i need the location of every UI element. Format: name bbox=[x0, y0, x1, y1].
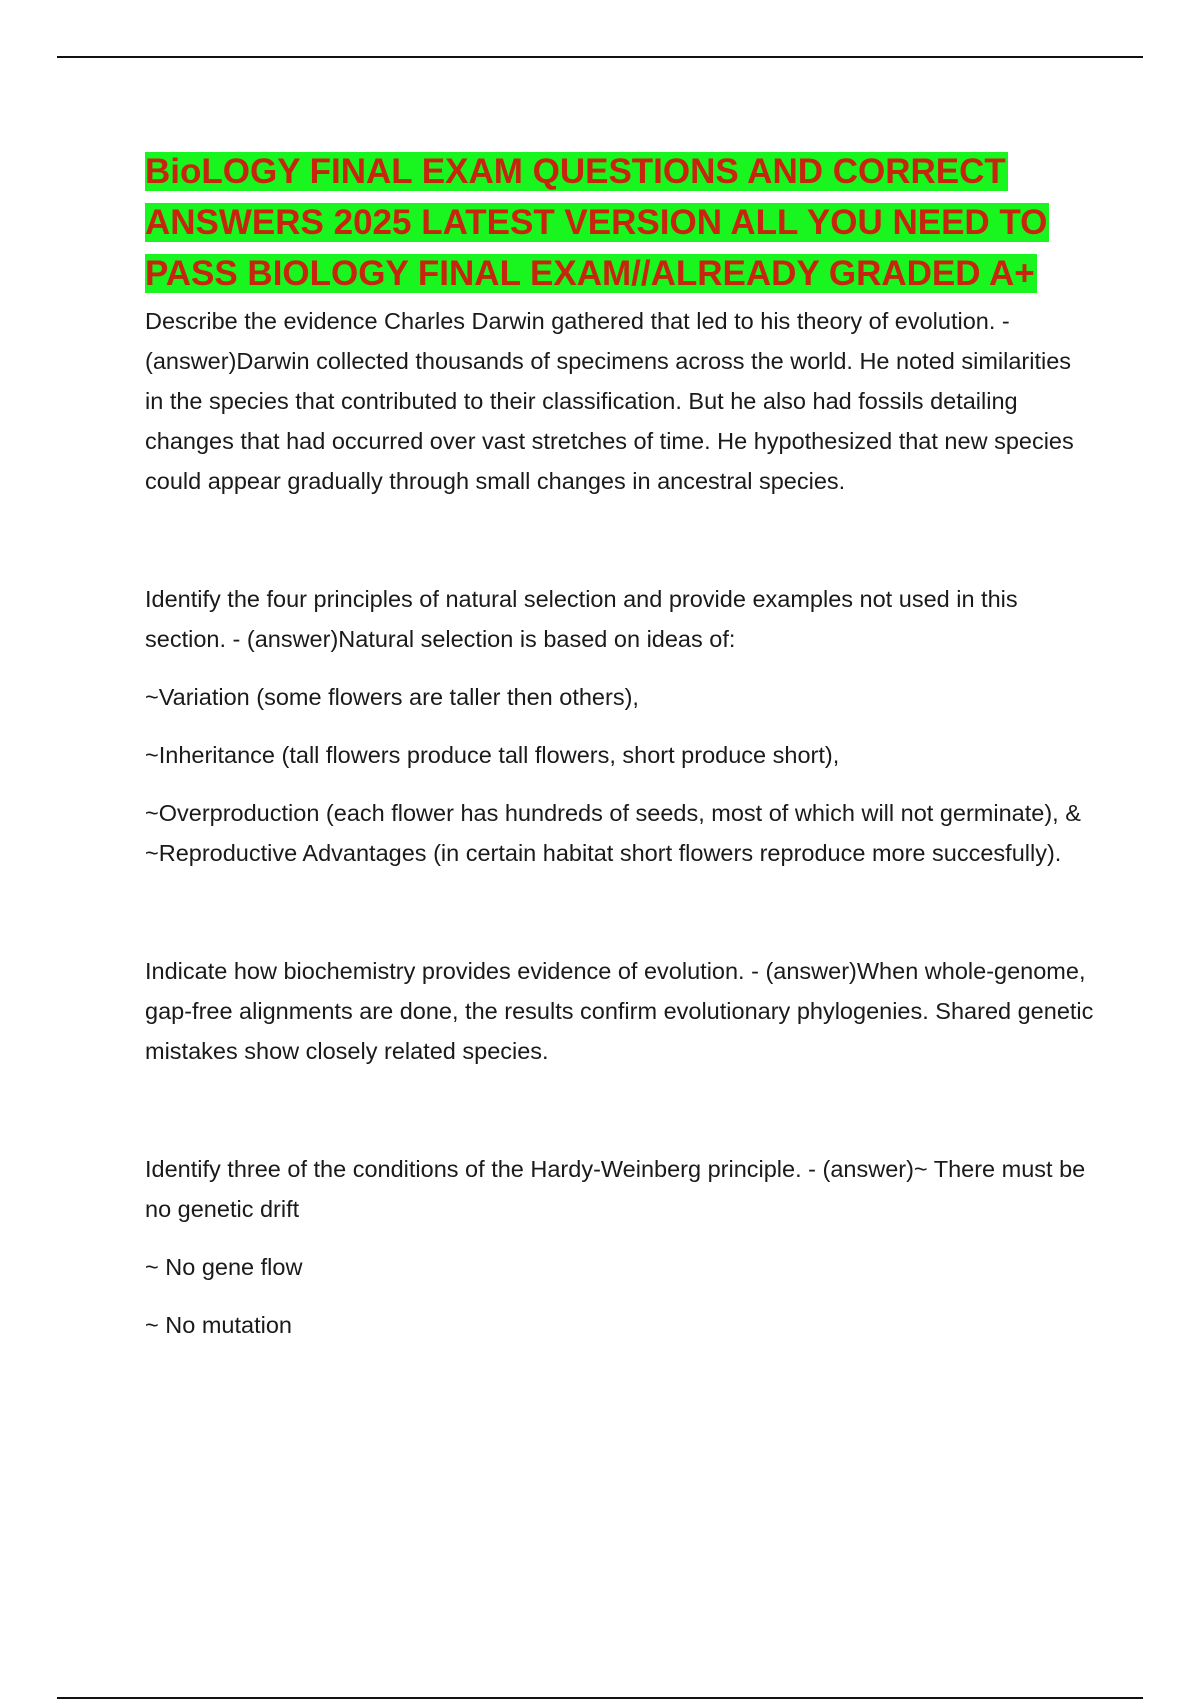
qa-2-paragraph-1: Identify the four principles of natural selection and provide examples not used in this section. - (answer)Natural selection is based on ideas of: bbox=[145, 586, 1018, 652]
qa-block-2 bbox=[145, 579, 1095, 873]
document-body bbox=[145, 146, 1095, 1345]
qa-4-paragraph-3: ~ No mutation bbox=[145, 1312, 292, 1338]
qa-block-1 bbox=[145, 301, 1095, 501]
qa-4-paragraph-2: ~ No gene flow bbox=[145, 1254, 303, 1280]
qa-block-4 bbox=[145, 1149, 1095, 1345]
qa-2-paragraph-3: ~Inheritance (tall flowers produce tall flowers, short produce short), bbox=[145, 742, 840, 768]
title-line-1: BioLOGY FINAL EXAM QUESTIONS AND CORRECT bbox=[145, 152, 1006, 191]
qa-3-paragraph-1: Indicate how biochemistry provides evidence of evolution. - (answer)When whole-genome, gap-free alignments are done, the results confirm evolutionary phylogenies. Shared genetic mistakes show closely related species. bbox=[145, 958, 1094, 1064]
qa-1-paragraph-1: Describe the evidence Charles Darwin gathered that led to his theory of evolution. - (answer)Darwin collected thousands of specimens across the world. He noted similarities in the species that contributed to their classification. But he also had fossils detailing changes that had occurred over vast stretches of time. He hypothesized that new species could appear gradually through small changes in ancestral species. bbox=[145, 308, 1074, 494]
document-title bbox=[145, 146, 1095, 299]
qa-2-paragraph-2: ~Variation (some flowers are taller then others), bbox=[145, 684, 639, 710]
qa-4-paragraph-1: Identify three of the conditions of the Hardy-Weinberg principle. - (answer)~ There must be no genetic drift bbox=[145, 1156, 1086, 1222]
title-line-3: PASS BIOLOGY FINAL EXAM//ALREADY GRADED A+ bbox=[145, 254, 1035, 293]
qa-2-paragraph-4: ~Overproduction (each flower has hundreds of seeds, most of which will not germinate), & ~Reproductive Advantages (in certain habitat short flowers reproduce more succesfully). bbox=[145, 800, 1081, 866]
qa-block-3 bbox=[145, 951, 1095, 1071]
top-rule bbox=[57, 56, 1143, 58]
bottom-rule bbox=[57, 1697, 1143, 1699]
title-line-2: ANSWERS 2025 LATEST VERSION ALL YOU NEED TO bbox=[145, 203, 1048, 242]
